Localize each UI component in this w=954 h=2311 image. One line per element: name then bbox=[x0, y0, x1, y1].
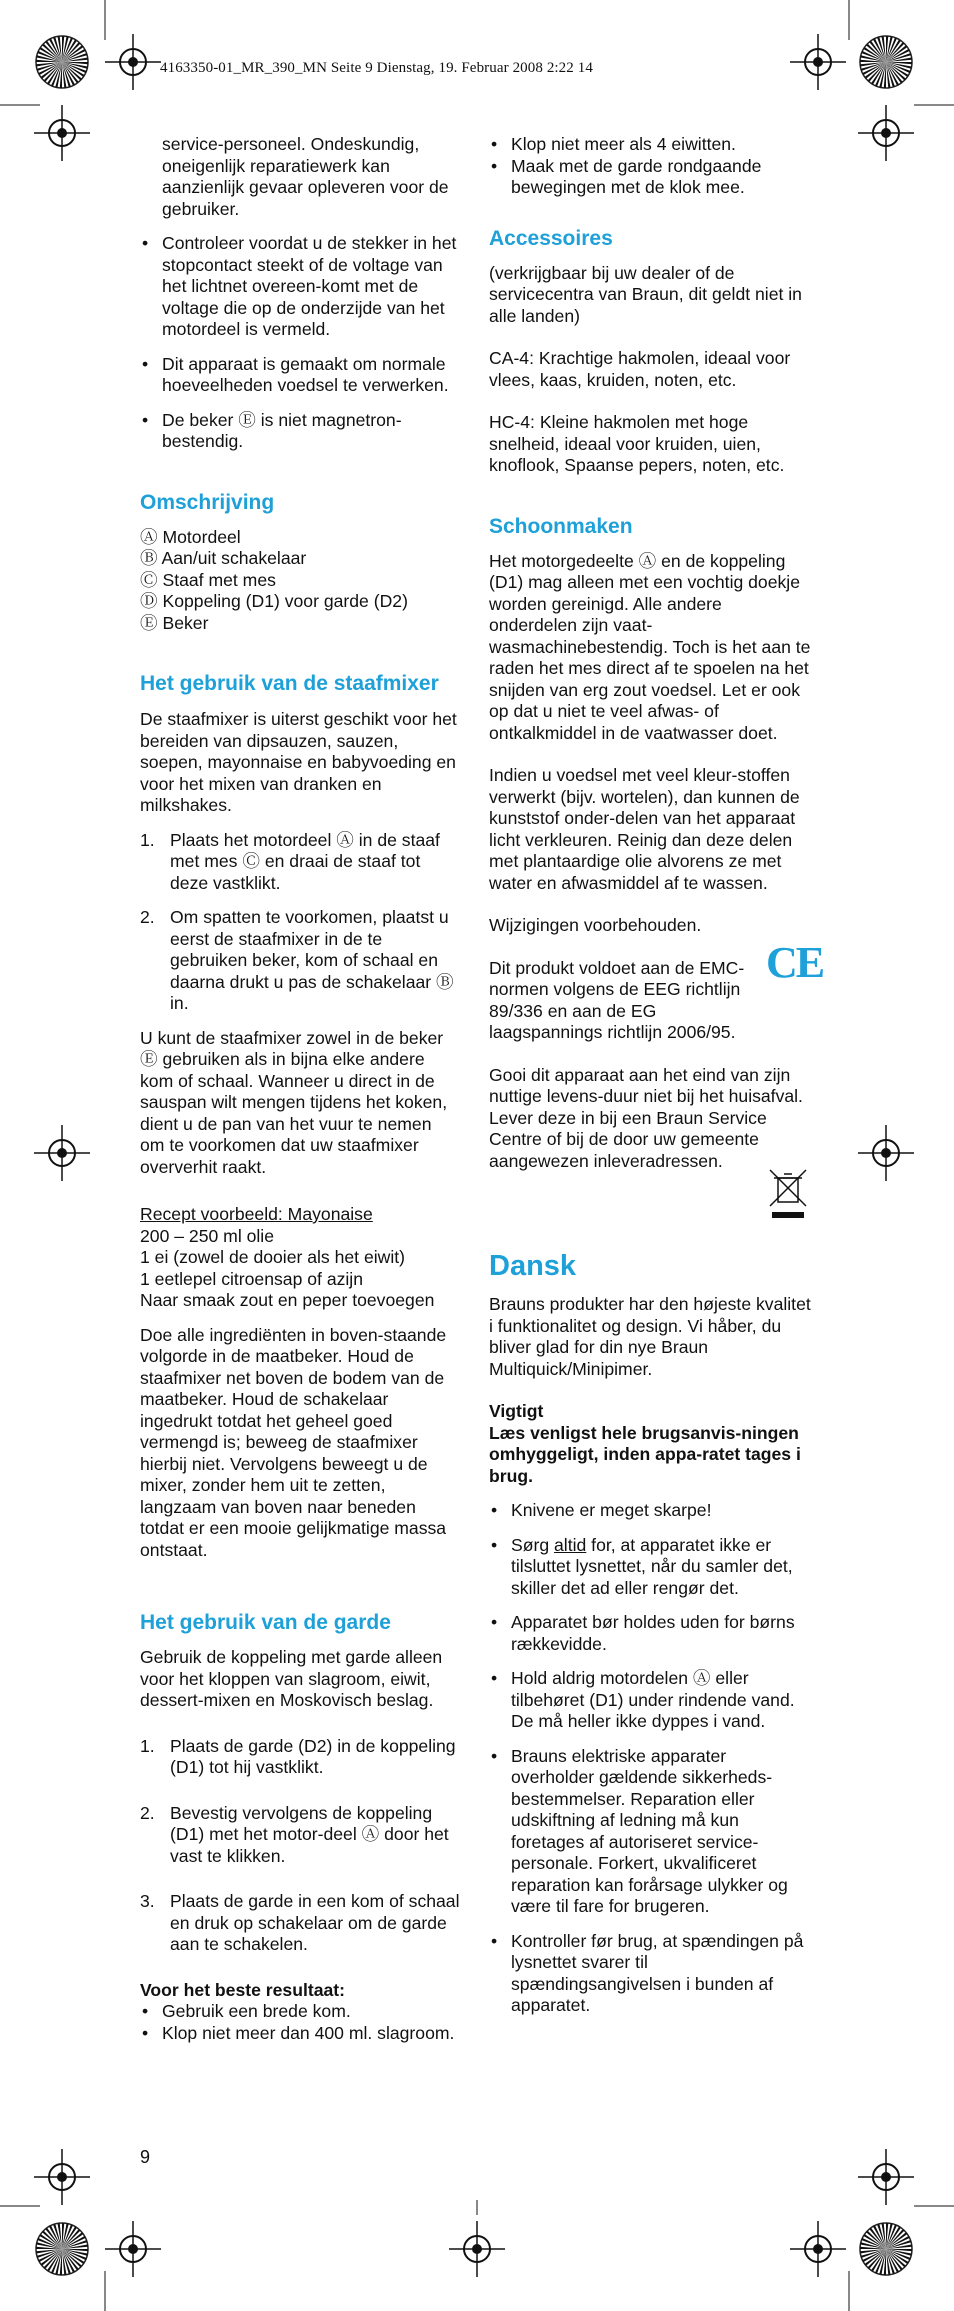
registration-sunburst-bottom-right bbox=[860, 2223, 912, 2275]
list-item: 1. Plaats de garde (D2) in de koppeling (D1) tot hij vastklikt. bbox=[140, 1735, 456, 1777]
list-item: • Dit apparaat is gemaakt om normale hoeveelheden voedsel te verwerken. bbox=[140, 354, 460, 397]
print-header-line: 4163350-01_MR_390_MN Seite 9 Dienstag, 19. Februar 2008 2:22 14 bbox=[160, 60, 593, 76]
list-item: 1. Plaats het motordeel Ⓐ in de staaf met mes Ⓒ en draai de staaf tot deze vastklikt. bbox=[140, 829, 440, 893]
list-item: • Controleer voordat u de stekker in het stopcontact steekt of de voltage van het lichtnet overeen-komt met de voltage die op de onderzijde van het motordeel is vermeld. bbox=[140, 233, 460, 341]
paragraph: Brauns produkter har den højeste kvalitet i funktionalitet og design. Vi håber, du bliver glad for din nye Braun Multiquick/Minipimer. bbox=[489, 1294, 811, 1379]
list-item: • Hold aldrig motordelen Ⓐ eller tilbehøret (D1) under rindende vand. De må heller ikke dyppes i vand. bbox=[489, 1668, 814, 1733]
recipe-line: 1 eetlepel citroensap of azijn bbox=[140, 1268, 363, 1289]
paragraph: Wijzigingen voorbehouden. bbox=[489, 915, 702, 935]
list-item: • Kontroller før brug, at spændingen på lysnettet svarer til spændingsangivelsen i bunden af apparatet. bbox=[489, 1931, 814, 2017]
crosshair-top-left bbox=[105, 34, 161, 90]
vigtigt-text: Læs venligst hele brugsanvis-ningen omhyggeligt, inden appa-ratet tages i brug. bbox=[489, 1422, 801, 1486]
weee-paragraph: Gooi dit apparaat aan het eind van zijn nuttige levens-duur niet bij het huisafval. Lever deze in bij een Braun Service Centre of bij de door uw gemeente aangewezen inleveradressen. bbox=[489, 1064, 803, 1171]
safety-bullets bbox=[140, 233, 460, 453]
section-title-accessoires: Accessoires bbox=[489, 226, 613, 250]
right-column bbox=[489, 134, 824, 2017]
crosshair-bottom-left bbox=[105, 2221, 161, 2277]
crosshair-right-middle bbox=[858, 1125, 914, 1181]
steps-list bbox=[140, 830, 460, 1015]
list-item: • Sørg altid for, at apparatet ikke er tilsluttet lysnettet, når du samler det, skiller det ad eller rengør det. bbox=[489, 1535, 814, 1600]
crosshair-left-upper bbox=[34, 105, 90, 161]
left-column bbox=[140, 134, 460, 2044]
registration-sunburst-bottom-left bbox=[36, 2223, 88, 2275]
best-result-title: Voor het beste resultaat: bbox=[140, 1979, 345, 2000]
vigtigt-title: Vigtigt bbox=[489, 1401, 544, 1421]
dansk-bullets bbox=[489, 1500, 814, 2017]
registration-sunburst-top-left bbox=[36, 36, 88, 88]
section-title-dansk: Dansk bbox=[489, 1250, 577, 1282]
ce-mark-logo: CE bbox=[766, 937, 824, 987]
list-item: • De beker Ⓔ is niet magnetron-bestendig. bbox=[140, 410, 460, 453]
paragraph: Doe alle ingrediënten in boven-staande volgorde in de maatbeker. Houd de staafmixer net boven de bodem van de maatbeker. Houd de schakelaar ingedrukt totdat het geheel goed vermengd is; beweeg de staafmixer hierbij niet. Vervolgens beweegt u de mixer, zonder hem uit te zetten, langzaam van boven naar beneden totdat er een mooie gelijkmatige massa ontstaat. bbox=[140, 1324, 447, 1560]
section-title-omschrijving: Omschrijving bbox=[140, 490, 275, 514]
paragraph: CA-4: Krachtige hakmolen, ideaal voor vlees, kaas, kruiden, noten, etc. bbox=[489, 348, 791, 390]
registration-sunburst-top-right bbox=[860, 36, 912, 88]
paragraph: (verkrijgbaar bij uw dealer of de servicecentra van Braun, dit geldt niet in alle landen) bbox=[489, 262, 802, 326]
parts-list bbox=[140, 527, 460, 635]
list-item: Ⓔ Beker bbox=[140, 612, 209, 633]
ce-paragraph: Dit produkt voldoet aan de EMC-normen volgens de EEG richtlijn 89/336 en aan de EG laagspannings richtlijn 2006/95. bbox=[489, 957, 745, 1042]
list-item: Ⓒ Staaf met mes bbox=[140, 569, 276, 590]
best-result-bullets bbox=[140, 2001, 460, 2044]
list-item: 2. Bevestig vervolgens de koppeling (D1) met het motor-deel Ⓐ door het vast te klikken. bbox=[140, 1802, 449, 1866]
recipe-title: Recept voorbeeld: Mayonaise bbox=[140, 1204, 373, 1224]
continued-paragraph: service-personeel. Ondeskundig, oneigenlijk reparatiewerk kan aanzienlijk gevaar opleveren voor de gebruiker. bbox=[162, 134, 449, 219]
list-item: • Brauns elektriske apparater overholder gældende sikkerheds-bestemmelser. Reparation eller udskiftning af ledning må kun foretages af autoriseret service-personale. Forkert, ukvalificeret reparation kan forårsage ulykker og være til fare for brugeren. bbox=[489, 1746, 814, 1918]
list-item: 2. Om spatten te voorkomen, plaatst u eerst de staafmixer in de te gebruiken beker, kom of schaal en daarna drukt u pas de schakelaar Ⓑ in. bbox=[140, 907, 454, 1013]
section-title-garde: Het gebruik van de garde bbox=[140, 1611, 391, 1634]
recipe-line: 200 – 250 ml olie bbox=[140, 1225, 274, 1246]
section-title-gebruik: Het gebruik van de staafmixer bbox=[140, 672, 439, 695]
page-number: 9 bbox=[140, 2147, 151, 2167]
crosshair-bottom-center bbox=[449, 2221, 505, 2277]
list-item: • Klop niet meer dan 400 ml. slagroom. bbox=[140, 2023, 460, 2045]
steps-list bbox=[140, 1736, 460, 1956]
paragraph: Indien u voedsel met veel kleur-stoffen verwerkt (bijv. wortelen), dan kunnen de kunststof onder-delen van het apparaat licht verkleuren. Reinig dan deze delen met plantaardige olie alvorens ze met water en afwasmiddel af te wassen. bbox=[489, 765, 800, 893]
list-item: • Maak met de garde rondgaande bewegingen met de klok mee. bbox=[489, 156, 814, 199]
list-item: Ⓑ Aan/uit schakelaar bbox=[140, 548, 307, 568]
paragraph: Gebruik de koppeling met garde alleen voor het kloppen van slagroom, eiwit, dessert-mixen en Moskovisch beslag. bbox=[140, 1647, 443, 1710]
list-item: • Knivene er meget skarpe! bbox=[489, 1500, 814, 1522]
recipe-line: 1 ei (zowel de dooier als het eiwit) bbox=[140, 1247, 406, 1267]
crosshair-left-lower bbox=[34, 2149, 90, 2205]
crosshair-bottom-right bbox=[790, 2221, 846, 2277]
list-item: • Apparatet bør holdes uden for børns rækkevidde. bbox=[489, 1612, 814, 1655]
crosshair-top-right bbox=[790, 34, 846, 90]
list-item: 3. Plaats de garde in een kom of schaal en druk op schakelaar om de garde aan te schakelen. bbox=[140, 1891, 460, 1954]
list-item: Ⓓ Koppeling (D1) voor garde (D2) bbox=[140, 591, 408, 611]
crosshair-right-lower bbox=[858, 2149, 914, 2205]
whisk-bullets bbox=[489, 134, 814, 199]
section-title-schoonmaken: Schoonmaken bbox=[489, 514, 633, 538]
paragraph: HC-4: Kleine hakmolen met hoge snelheid, ideaal voor kruiden, uien, knoflook, Spaanse pepers, noten, etc. bbox=[489, 412, 785, 475]
ce-block bbox=[489, 937, 824, 1044]
list-item: • Gebruik een brede kom. bbox=[140, 2001, 460, 2023]
recipe-line: Naar smaak zout en peper toevoegen bbox=[140, 1290, 435, 1310]
paragraph: De staafmixer is uiterst geschikt voor het bereiden van dipsauzen, sauzen, soepen, mayonnaise en babyvoeding en voor het mixen van dranken en milkshakes. bbox=[140, 709, 457, 815]
crosshair-left-middle bbox=[34, 1125, 90, 1181]
list-item: • Klop niet meer als 4 eiwitten. bbox=[489, 134, 814, 156]
crosshair-right-upper bbox=[858, 105, 914, 161]
list-item: Ⓐ Motordeel bbox=[140, 526, 241, 547]
paragraph: Het motorgedeelte Ⓐ en de koppeling (D1) mag alleen met een vochtig doekje worden gereinigd. Alle andere onderdelen zijn vaat-wasmachinebestendig. Toch is het aan te raden het mes direct af te spoelen na het snijden van erg zout voedsel. Let er ook op dat u niet te veel afwas- of ontkalkmiddel in de vaatwasser doet. bbox=[489, 550, 811, 743]
paragraph: U kunt de staafmixer zowel in de beker Ⓔ gebruiken als in bijna elke andere kom of schaal. Wanneer u direct in de sauspan wilt mengen tijdens het koken, dient u de pan van het vuur te nemen om te voorkomen dat uw staafmixer oververhit raakt. bbox=[140, 1027, 448, 1177]
